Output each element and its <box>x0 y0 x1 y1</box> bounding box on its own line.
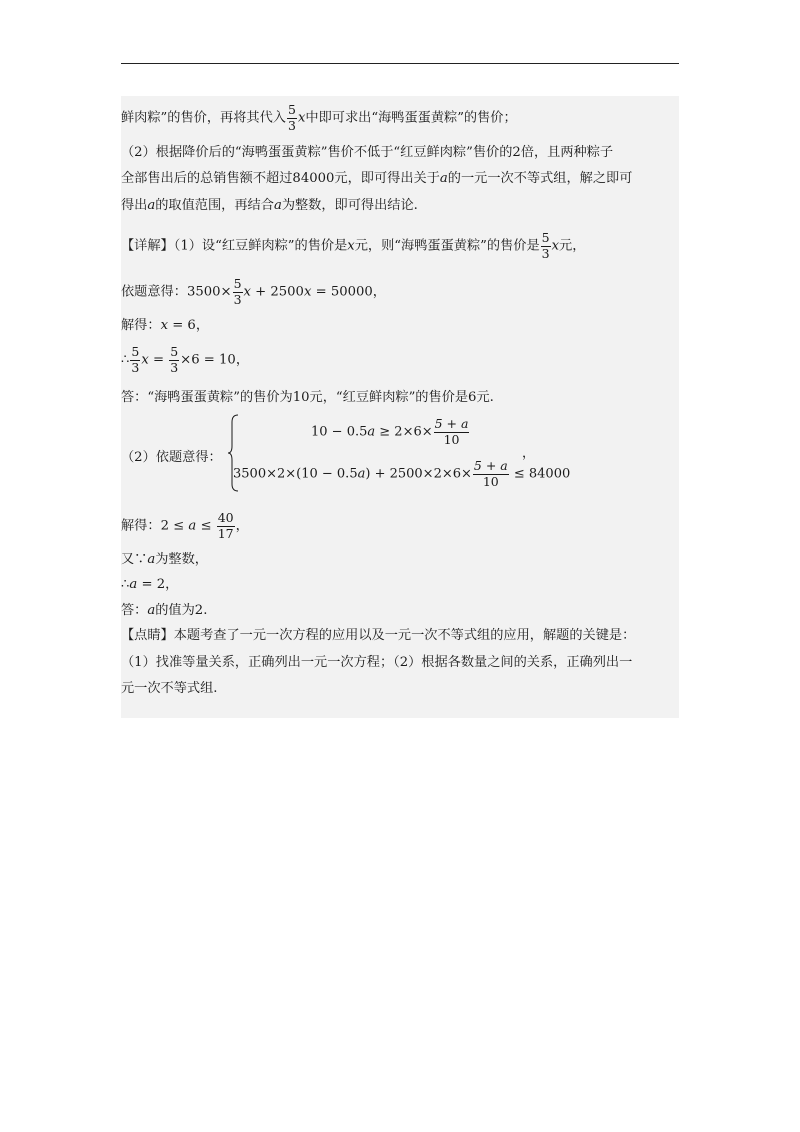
solution-panel <box>121 96 679 718</box>
solve-line-2: 解得：2 ≤ a ≤ $\frac{40}{17}$ ， <box>121 510 249 541</box>
inequality-1: 10 − 0.5a ≥ 2×6× $\frac{5 + a}{10}$ <box>311 416 469 447</box>
header-rule <box>121 63 679 64</box>
fraction: $\frac{5 + a}{10}$ <box>434 416 469 447</box>
text-line-3: 全部售出后的总销售额不超过84000元，即可得出关于a的一元一次不等式组，解之即可 <box>121 171 633 186</box>
therefore-line-1: ∴ $\frac{5}{3}$ x = $\frac{5}{3}$ ×6 = 10， <box>121 344 250 375</box>
comment-line-1: 【点睛】本题考查了一元一次方程的应用以及一元一次不等式组的应用，解题的关键是： <box>121 628 636 643</box>
fraction: $\frac{5}{3}$ <box>233 276 242 307</box>
fraction: $\frac{5 + a}{10}$ <box>473 458 508 489</box>
fraction: $\frac{5}{3}$ <box>541 230 550 261</box>
fraction: $\frac{5}{3}$ <box>131 344 140 375</box>
comment-line-2: （1）找准等量关系，正确列出一元一次方程；（2）根据各数量之间的关系，正确列出一 <box>121 655 633 670</box>
text-line-2: （2）根据降价后的“海鸭蛋蛋黄粽”售价不低于“红豆鲜肉粽”售价的2倍，且两种粽子 <box>121 145 614 160</box>
answer-line-1: 答：“海鸭蛋蛋黄粽”的售价为10元，“红豆鲜肉粽”的售价是6元. <box>121 390 494 405</box>
fraction: $\frac{40}{17}$ <box>217 510 234 541</box>
inequality-2: 3500×2×(10 − 0.5a) + 2500×2×6× $\frac{5 + a}{10}$ ≤ 84000 <box>233 458 571 489</box>
fraction: $\frac{5}{3}$ <box>170 344 179 375</box>
detail-line-1: 【详解】（1）设“红豆鲜肉粽”的售价是x元，则“海鸭蛋蛋黄粽”的售价是 $\frac{5}{3}$ x元， <box>121 230 586 261</box>
text-line-4: 得出a的取值范围，再结合a为整数，即可得出结论. <box>121 198 418 213</box>
equation-line: 依题意得：3500× $\frac{5}{3}$ x + 2500x = 50000， <box>121 276 386 307</box>
answer-line-2: 答：a的值为2. <box>121 603 208 618</box>
therefore-line-2: ∴a = 2， <box>121 577 179 592</box>
text-line-1: 鲜肉粽”的售价，再将其代入 $\frac{5}{3}$ x中即可求出“海鸭蛋蛋黄粽”的售价； <box>121 102 517 133</box>
solve-line-1: 解得：x = 6， <box>121 318 210 333</box>
system-comma: ， <box>522 446 536 461</box>
system-label: （2）依题意得： <box>121 450 222 465</box>
fraction: $\frac{5}{3}$ <box>288 102 296 133</box>
comment-line-3: 元一次不等式组. <box>121 681 218 696</box>
because-line: 又∵a为整数， <box>121 552 208 567</box>
